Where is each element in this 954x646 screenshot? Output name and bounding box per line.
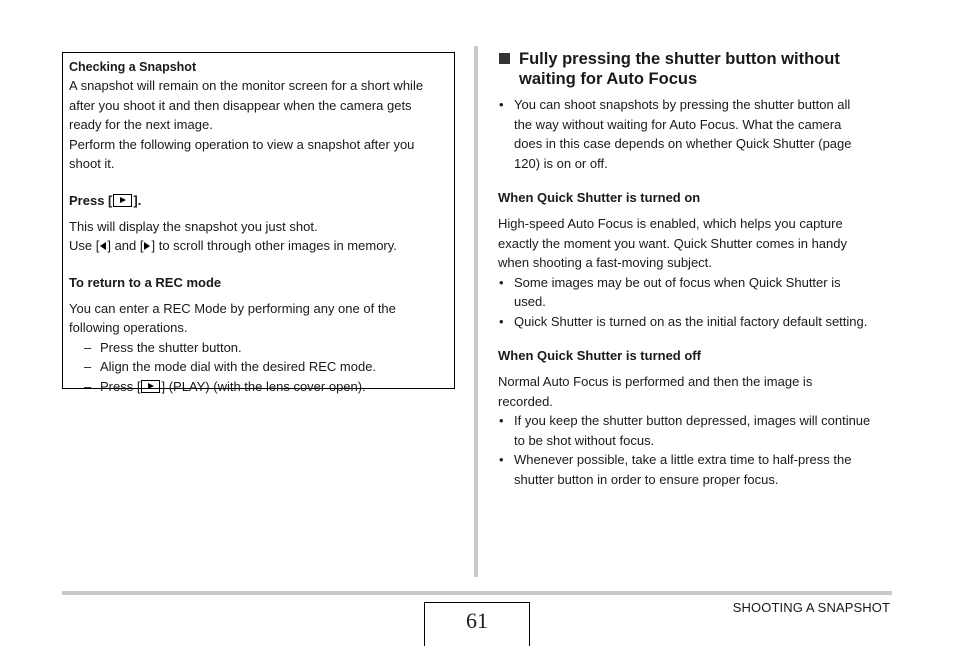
- box-title: Checking a Snapshot: [69, 60, 197, 74]
- quick-shutter-off-bullets: [498, 411, 898, 489]
- checking-snapshot-box: [62, 52, 455, 394]
- bullet-line: • Quick Shutter is turned on as the initial factory default setting.: [514, 313, 868, 329]
- list-item: [498, 450, 898, 489]
- intro-line: A snapshot will remain on the monitor screen for a short while: [69, 78, 424, 93]
- box-intro: [69, 76, 448, 174]
- intro-line: ready for the next image.: [69, 117, 213, 132]
- list-item: [498, 95, 898, 173]
- intro-line: Perform the following operation to view a snapshot after you: [69, 136, 415, 152]
- footer-rule: [62, 591, 892, 595]
- rec-play-prefix: Press [: [100, 378, 141, 394]
- rec-line: You can enter a REC Mode by performing any one of the: [69, 300, 396, 316]
- quick-shutter-off-heading: When Quick Shutter is turned off: [498, 348, 701, 363]
- body-line: when shooting a fast-moving subject.: [498, 255, 712, 270]
- rec-mode-heading: To return to a REC mode: [69, 274, 222, 290]
- rec-mode-body: [69, 299, 448, 338]
- press-play-heading: [69, 191, 448, 210]
- bullet-line: • Whenever possible, take a little extra time to half-press the: [514, 452, 852, 467]
- section-label: SHOOTING A SNAPSHOT: [732, 600, 890, 615]
- scroll-and: ] and [: [107, 238, 144, 253]
- play-button-icon: [113, 194, 132, 207]
- heading-line: waiting for Auto Focus: [519, 70, 698, 88]
- intro-line: after you shoot it and then disappear when the camera gets: [69, 97, 412, 113]
- body-line: Normal Auto Focus is performed and then the image is: [498, 374, 813, 389]
- left-arrow-icon: [100, 242, 106, 250]
- column-divider: [474, 46, 478, 577]
- bullet-line: • Some images may be out of focus when Quick Shutter is: [514, 274, 841, 290]
- quick-shutter-on-body: [498, 214, 898, 273]
- quick-shutter-on-bullets: [498, 273, 898, 332]
- scroll-use: Use [: [69, 238, 100, 253]
- bullet-line: does in this case depends on whether Quick Shutter (page: [514, 136, 852, 151]
- display-line: This will display the snapshot you just shot.: [69, 218, 318, 234]
- list-item: [498, 273, 898, 312]
- body-line: exactly the moment you want. Quick Shutter comes in handy: [498, 235, 848, 251]
- page-number: 61: [424, 602, 530, 646]
- rec-line: following operations.: [69, 320, 188, 335]
- heading-line: Fully pressing the shutter button without: [519, 50, 840, 68]
- bullet-line: to be shot without focus.: [514, 432, 655, 448]
- bullet-line: used.: [514, 294, 546, 309]
- press-play-body: [69, 217, 448, 256]
- quick-shutter-off-body: [498, 372, 898, 411]
- bullet-line: 120) is on or off.: [514, 155, 608, 171]
- square-bullet-icon: [499, 53, 510, 64]
- list-item: – Align the mode dial with the desired REC mode.: [69, 357, 448, 377]
- press-prefix: Press [: [69, 192, 113, 208]
- scroll-rest: ] to scroll through other images in memory.: [151, 238, 397, 253]
- bullet-line: • You can shoot snapshots by pressing the shutter button all: [514, 97, 851, 112]
- play-button-icon: [141, 380, 160, 393]
- right-arrow-icon: [144, 242, 150, 250]
- bullet-line: the way without waiting for Auto Focus. What the camera: [514, 116, 842, 132]
- section-heading: [498, 49, 898, 89]
- intro-bullets: [498, 95, 898, 173]
- right-column: [498, 49, 898, 489]
- list-item: – Press the shutter button.: [69, 338, 448, 358]
- bullet-line: • If you keep the shutter button depressed, images will continue: [514, 413, 871, 428]
- rec-play-suffix: ] (PLAY) (with the lens cover open).: [161, 378, 366, 394]
- list-item: [69, 377, 448, 397]
- press-suffix: ].: [133, 192, 142, 208]
- body-line: recorded.: [498, 393, 553, 409]
- body-line: High-speed Auto Focus is enabled, which helps you capture: [498, 216, 843, 231]
- bullet-line: shutter button in order to ensure proper focus.: [514, 471, 779, 487]
- list-item: [498, 312, 898, 332]
- quick-shutter-on-heading: When Quick Shutter is turned on: [498, 190, 701, 205]
- list-item: [498, 411, 898, 450]
- intro-line: shoot it.: [69, 156, 115, 171]
- scroll-line: [69, 236, 448, 256]
- rec-options-list: [69, 338, 448, 397]
